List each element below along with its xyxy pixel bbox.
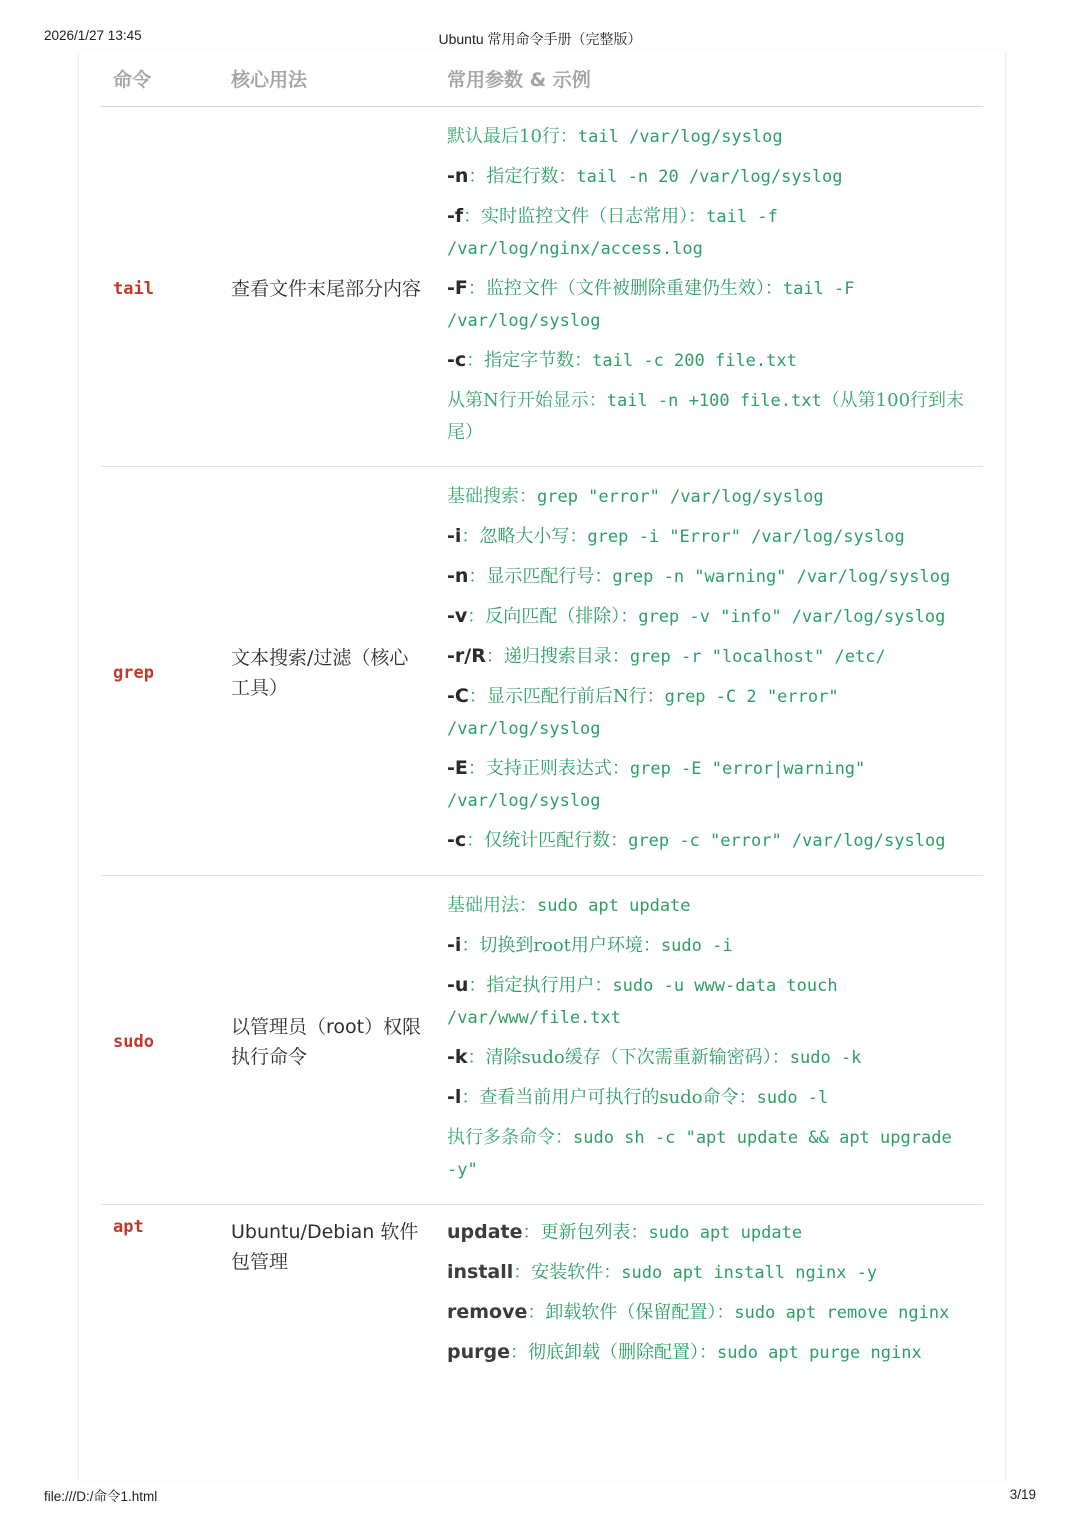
param-example bbox=[447, 1082, 971, 1114]
command-params bbox=[435, 107, 983, 467]
param-code: sudo -l bbox=[756, 1088, 829, 1108]
param-flag: -c bbox=[447, 829, 467, 851]
param-flag: -i bbox=[447, 934, 462, 956]
param-flag: -n bbox=[447, 165, 469, 187]
param-flag: -i bbox=[447, 525, 462, 547]
param-example bbox=[447, 641, 971, 673]
document-title: Ubuntu 常用命令手册（完整版） bbox=[438, 31, 642, 47]
param-flag: purge bbox=[447, 1341, 510, 1363]
command-name: tail bbox=[101, 107, 219, 467]
param-description: ：显示匹配行前后N行： bbox=[468, 686, 665, 707]
param-description: ：递归搜索目录： bbox=[485, 646, 630, 667]
table-row bbox=[101, 107, 983, 467]
param-code: tail -n 20 /var/log/syslog bbox=[576, 167, 843, 187]
command-table bbox=[101, 52, 983, 1387]
command-params bbox=[435, 1205, 983, 1388]
param-code: sudo apt install nginx -y bbox=[621, 1263, 878, 1283]
param-flag: -c bbox=[447, 349, 467, 371]
param-code: sudo sh -c "apt update && apt upgrade -y" bbox=[447, 1128, 952, 1180]
param-example bbox=[447, 561, 971, 593]
param-flag: update bbox=[447, 1221, 523, 1243]
table-row bbox=[101, 1205, 983, 1388]
param-example bbox=[447, 121, 971, 153]
command-usage: Ubuntu/Debian 软件包管理 bbox=[231, 1221, 419, 1273]
param-code: grep -c "error" /var/log/syslog bbox=[628, 831, 946, 851]
param-example bbox=[447, 1297, 971, 1329]
param-flag: -C bbox=[447, 685, 469, 707]
param-description: ：显示匹配行号： bbox=[468, 566, 613, 587]
header-params: 常用参数 & 示例 bbox=[435, 52, 983, 107]
param-code: tail -n +100 file.txt bbox=[606, 391, 822, 411]
param-flag: -r/R bbox=[447, 645, 486, 667]
param-flag: -l bbox=[447, 1086, 462, 1108]
command-name: sudo bbox=[101, 876, 219, 1205]
param-example bbox=[447, 1337, 971, 1369]
param-description: 默认最后10行： bbox=[447, 126, 578, 147]
command-usage: 查看文件末尾部分内容 bbox=[219, 107, 435, 467]
param-description: ：彻底卸载（删除配置）： bbox=[509, 1342, 717, 1363]
param-example bbox=[447, 1257, 971, 1289]
param-flag: -E bbox=[447, 757, 468, 779]
param-description: 基础用法： bbox=[447, 895, 537, 916]
param-code: tail /var/log/syslog bbox=[577, 127, 783, 147]
command-table-card bbox=[78, 52, 1006, 1480]
param-description: ：指定字节数： bbox=[466, 350, 593, 371]
param-code: sudo -i bbox=[660, 936, 733, 956]
param-description: ：安装软件： bbox=[513, 1262, 622, 1283]
param-description: 执行多条命令： bbox=[447, 1127, 573, 1148]
param-description: ：卸载软件（保留配置）： bbox=[527, 1302, 735, 1323]
param-description: ：监控文件（文件被删除重建仍生效）： bbox=[467, 278, 783, 299]
table-row bbox=[101, 876, 983, 1205]
print-file-path: file:///D:/命令1.html bbox=[44, 1489, 158, 1504]
param-example bbox=[447, 930, 971, 962]
param-code: grep -E "error|warning" /var/log/syslog bbox=[447, 759, 866, 811]
param-code: sudo -u www-data touch /var/www/file.txt bbox=[447, 976, 838, 1028]
command-params bbox=[435, 876, 983, 1205]
param-description: 从第N行开始显示： bbox=[447, 390, 607, 411]
print-page-number: 3/19 bbox=[1009, 1487, 1036, 1502]
param-example bbox=[447, 890, 971, 922]
param-code: sudo -k bbox=[789, 1048, 862, 1068]
param-example bbox=[447, 970, 971, 1034]
param-example bbox=[447, 601, 971, 633]
param-example bbox=[447, 825, 971, 857]
param-flag: -k bbox=[447, 1046, 468, 1068]
param-description: ：指定执行用户： bbox=[468, 975, 613, 996]
param-example bbox=[447, 1042, 971, 1074]
param-code: grep "error" /var/log/syslog bbox=[537, 487, 824, 507]
table-row bbox=[101, 467, 983, 876]
header-command: 命令 bbox=[101, 52, 219, 107]
param-example bbox=[447, 385, 971, 448]
param-description: ：反向匹配（排除）： bbox=[467, 606, 639, 627]
param-flag: -f bbox=[447, 205, 464, 227]
param-example bbox=[447, 345, 971, 377]
param-description: ：支持正则表达式： bbox=[467, 758, 630, 779]
param-example bbox=[447, 273, 971, 337]
param-description: ：查看当前用户可执行的sudo命令： bbox=[461, 1087, 757, 1108]
param-code: grep -r "localhost" /etc/ bbox=[629, 647, 886, 667]
table-header-row bbox=[101, 52, 983, 107]
param-description: 基础搜索： bbox=[447, 486, 537, 507]
param-flag: -F bbox=[447, 277, 468, 299]
param-flag: -n bbox=[447, 565, 469, 587]
param-code: grep -C 2 "error" /var/log/syslog bbox=[447, 687, 839, 739]
param-code: grep -n "warning" /var/log/syslog bbox=[612, 567, 951, 587]
command-name: apt bbox=[113, 1217, 144, 1237]
param-code: tail -F /var/log/syslog bbox=[447, 279, 855, 331]
param-description: ：指定行数： bbox=[468, 166, 577, 187]
param-code: sudo apt update bbox=[648, 1223, 803, 1243]
command-name: grep bbox=[101, 467, 219, 876]
param-example bbox=[447, 201, 971, 265]
print-datetime: 2026/1/27 13:45 bbox=[44, 28, 142, 43]
param-flag: -u bbox=[447, 974, 469, 996]
param-example bbox=[447, 161, 971, 193]
param-example bbox=[447, 753, 971, 817]
param-code: grep -v "info" /var/log/syslog bbox=[638, 607, 946, 627]
param-example bbox=[447, 481, 971, 513]
param-code: tail -f /var/log/nginx/access.log bbox=[447, 207, 778, 259]
param-example bbox=[447, 521, 971, 553]
param-example bbox=[447, 681, 971, 745]
param-description: ：忽略大小写： bbox=[461, 526, 588, 547]
header-usage: 核心用法 bbox=[219, 52, 435, 107]
command-usage: 文本搜索/过滤（核心工具） bbox=[219, 467, 435, 876]
param-description: ：仅统计匹配行数： bbox=[466, 830, 629, 851]
param-description: ：更新包列表： bbox=[522, 1222, 649, 1243]
param-flag: -v bbox=[447, 605, 468, 627]
param-example bbox=[447, 1217, 971, 1249]
param-description: ：清除sudo缓存（下次需重新输密码）： bbox=[467, 1047, 790, 1068]
param-description: ：切换到root用户环境： bbox=[461, 935, 661, 956]
param-example bbox=[447, 1122, 971, 1186]
param-code: tail -c 200 file.txt bbox=[592, 351, 797, 371]
param-code: sudo apt remove nginx bbox=[734, 1303, 950, 1323]
param-flag: remove bbox=[447, 1301, 528, 1323]
param-description: ：实时监控文件（日志常用）： bbox=[463, 206, 707, 227]
param-suffix: （从第100行到末尾） bbox=[447, 390, 965, 443]
command-usage: 以管理员（root）权限执行命令 bbox=[219, 876, 435, 1205]
command-params bbox=[435, 467, 983, 876]
param-flag: install bbox=[447, 1261, 514, 1283]
param-code: sudo apt purge nginx bbox=[716, 1343, 922, 1363]
param-code: grep -i "Error" /var/log/syslog bbox=[587, 527, 905, 547]
param-code: sudo apt update bbox=[537, 896, 691, 916]
